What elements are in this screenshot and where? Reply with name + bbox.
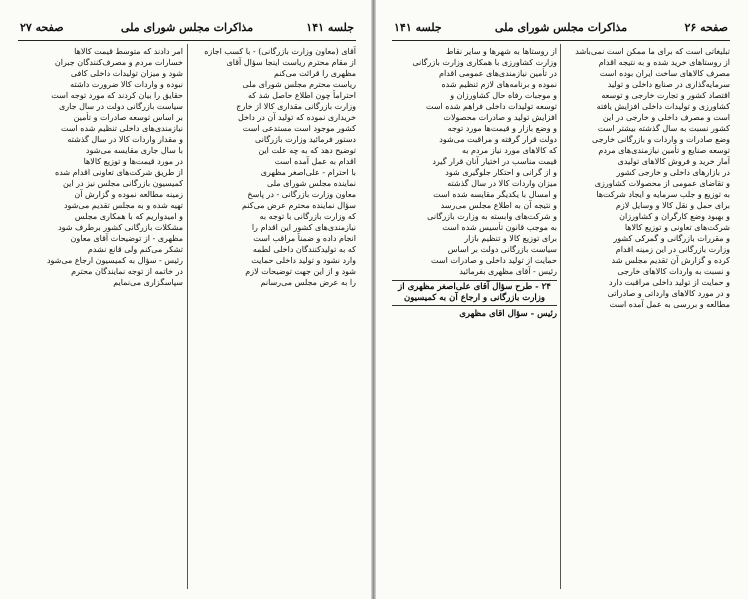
text-line: برای حمل و نقل کالا و وسایل لازم [615,201,730,210]
text-line: کشاورزی و تولیدات داخلی افزایش یافته [596,102,730,111]
text-line: وضع صادرات و واردات و بازرگانی خارجی [592,135,730,144]
left-page-session: جلسه ۱۴۱ [306,21,354,34]
left-page-column-right [191,46,356,586]
text-line: وارد نشود و تولید داخلی حمایت [251,256,356,265]
text-line: کرده و گزارش آن تقدیم مجلس شد [611,256,730,265]
right-page [374,0,748,599]
text-line: به موجب قانون تأسیس شده است [442,223,557,232]
left-header-rule [18,40,356,41]
text-line: شود و از این جهت توضیحات لازم [245,267,356,276]
text-line: از روستاهای خرید شده و به نتیجه اقدام [598,58,730,67]
text-line: نیازمندی‌های داخلی تنظیم شده است [60,124,183,133]
question-heading: ۲۴ - طرح سؤال آقای علی‌اصغر مظهری از وزارت بازرگانی و ارجاع آن به کمیسیون [392,280,557,306]
left-page-column-left [18,46,183,586]
right-column-divider [560,44,561,589]
text-line: بر اساس توسعه صادرات و تأمین [73,113,183,122]
text-line: و شرکت‌های وابسته به وزارت بازرگانی [427,212,557,221]
text-line: معاون وزارت بازرگانی - در پاسخ [247,190,356,199]
text-line: برای توزیع کالا و تنظیم بازار [464,234,557,243]
text-line: توضیح دهد که به چه علت این [258,146,356,155]
text-line: وزارت بازرگانی مقداری کالا از خارج [236,102,356,111]
right-page-session: جلسه ۱۴۱ [394,21,442,34]
right-page-column-right [565,46,730,586]
text-line: رئیس - آقای مظهری بفرمائید [459,267,557,276]
text-line: مشکلات بازرگانی کشور برطرف شود [58,223,183,232]
text-line: آقای (معاون وزارت بازرگانی) - با کسب اجازه [204,47,356,56]
text-line: توسعه صنایع و تأمین نیازمندی‌های مردم [598,146,730,155]
text-line: نبوده و واردات کالا ضرورت داشته [70,80,183,89]
text-line: و امسال با یکدیگر مقایسه شده است [433,190,557,199]
text-line: از روستاها به شهرها و سایر نقاط [445,47,557,56]
text-line: و از گرانی و احتکار جلوگیری شود [445,168,557,177]
text-line: اقتصاد کشور و تجارت خارجی و توسعه [601,91,730,100]
text-line: در مورد قیمت‌ها و توزیع کالاها [83,157,183,166]
text-line: نیازمندی‌های کشور این اقدام را [251,223,356,232]
left-column-divider [187,44,188,589]
right-page-number: صفحه ۲۶ [684,21,728,34]
text-line: و حمایت از تولید داخلی مراقبت دارد [609,278,730,287]
text-line: دستور فرمائید وزارت بازرگانی [255,135,356,144]
text-line: خریداری نموده که تولید آن در داخل [238,113,356,122]
text-line: توسعه تولیدات داخلی فراهم شده است [425,102,557,111]
text-line: به توزیع و جلب سرمایه و ایجاد شرکت‌ها [596,190,730,199]
text-line: احتراماً چون اطلاع حاصل شد که [248,91,356,100]
text-line: را به عرض مجلس می‌رسانم [260,278,356,287]
left-page-title: مذاکرات مجلس شورای ملی [120,21,254,34]
text-line: در بازارهای داخلی و خارجی کشور [616,168,730,177]
text-line: مصرف کالاهای ساخت ایران بوده است [599,69,730,78]
text-line: که به تولیدکنندگان داخلی لطمه [252,245,356,254]
text-line: و مقدار واردات کالا در سال گذشته [67,135,183,144]
text-line: اقدام به عمل آمده است [274,157,356,166]
text-line: نموده و برنامه‌های لازم تنظیم شده [441,80,557,89]
text-line: امر دادند که متوسط قیمت کالاها [74,47,183,56]
text-line: است و مصرف داخلی و خارجی در این [602,113,730,122]
text-line: و نتیجه آن به اطلاع مجلس می‌رسد [440,201,557,210]
text-line: کمیسیون بازرگانی مجلس نیز در این [63,179,183,188]
text-line: انجام داده و ضمناً مراقب است [253,234,356,243]
text-line: و موجبات رفاه حال کشاورزان و [450,91,557,100]
text-line: از طریق شرکت‌های تعاونی اقدام شده [55,168,183,177]
text-line: افزایش تولید و صادرات محصولات [443,113,557,122]
text-line: حمایت از تولید داخلی و صادرات است [431,256,557,265]
text-line: سیاست بازرگانی دولت در سال جاری [59,102,183,111]
text-line: تبلیغاتی است که برای ما ممکن است نمی‌باشد [575,47,730,56]
left-page-header [20,18,354,40]
text-line: از مقام محترم ریاست اینجا سؤال آقای [226,58,356,67]
text-line: و وضع بازار و قیمت‌ها مورد توجه [447,124,557,133]
text-line: در تأمین نیازمندی‌های عمومی اقدام [439,69,557,78]
text-line: و تقاضای عمومی از محصولات کشاورزی [594,179,730,188]
text-line: زمینه مطالعه نموده و گزارش آن [74,190,183,199]
text-line: دولت قرار گرفته و مراقبت می‌شود [439,135,557,144]
text-line: مطالعه و بررسی به عمل آمده است [609,300,730,309]
text-line: ریاست محترم مجلس شورای ملی [242,80,356,89]
right-page-header [394,18,728,40]
text-line: میزان واردات کالا در سال گذشته [447,179,557,188]
text-line: و امیدواریم که با همکاری مجلس [74,212,183,221]
right-page-title: مذاکرات مجلس شورای ملی [494,21,628,34]
text-line: وزارت بازرگانی در این زمینه اقدام [615,245,730,254]
text-line: سؤال نماینده محترم عرض می‌کنم [242,201,356,210]
speaker-line: رئیس - سؤال آقای مظهری [459,309,557,319]
text-line: شود و میزان تولیدات داخلی کافی [70,69,183,78]
text-line: سرمایه‌گذاری در صنایع داخلی و تولید [607,80,730,89]
right-page-column-left [392,46,557,586]
text-line: با سال جاری مقایسه می‌شود [85,146,183,155]
text-line: آمار خرید و فروش کالاهای تولیدی [617,157,730,166]
text-line: تشکر می‌کنم ولی قانع نشدم [87,245,183,254]
text-line: که وزارت بازرگانی با توجه به [259,212,356,221]
text-line: مظهری را قرائت می‌کنم [274,69,356,78]
text-line: نماینده مجلس شورای ملی [266,179,356,188]
text-line: کشور نسبت به سال گذشته بیشتر است [597,124,730,133]
text-line: سیاست بازرگانی دولت بر اساس [447,245,557,254]
text-line: قیمت مناسب در اختیار آنان قرار گیرد [432,157,557,166]
text-line: با احترام - علی‌اصغر مظهری [260,168,356,177]
text-line: خسارات مردم و مصرف‌کنندگان جبران [54,58,183,67]
text-line: مظهری - از توضیحات آقای معاون [70,234,183,243]
text-line: که کالاهای مورد نیاز مردم به [461,146,557,155]
text-line: و در مورد کالاهای وارداتی و صادراتی [607,289,730,298]
text-line: در خاتمه از توجه نمایندگان محترم [71,267,183,276]
text-line: سپاسگزاری می‌نمایم [113,278,183,287]
text-line: و بهبود وضع کارگران و کشاورزان [619,212,730,221]
text-line: شرکت‌های تعاونی و توزیع کالاها [624,223,730,232]
left-page-number: صفحه ۲۷ [20,21,64,34]
right-header-rule [392,40,730,41]
text-line: رئیس - سؤال به کمیسیون ارجاع می‌شود [46,256,183,265]
text-line: وزارت کشاورزی با همکاری وزارت بازرگانی [412,58,557,67]
text-line: تهیه شده و به مجلس تقدیم می‌شود [63,201,183,210]
text-line: کشور موجود است مستدعی است [242,124,356,133]
text-line: حقایق را بیان کردند که مورد توجه است [51,91,183,100]
text-line: و مقررات بازرگانی و گمرکی کشور [613,234,730,243]
text-line: و نسبت به واردات کالاهای خارجی [617,267,730,276]
